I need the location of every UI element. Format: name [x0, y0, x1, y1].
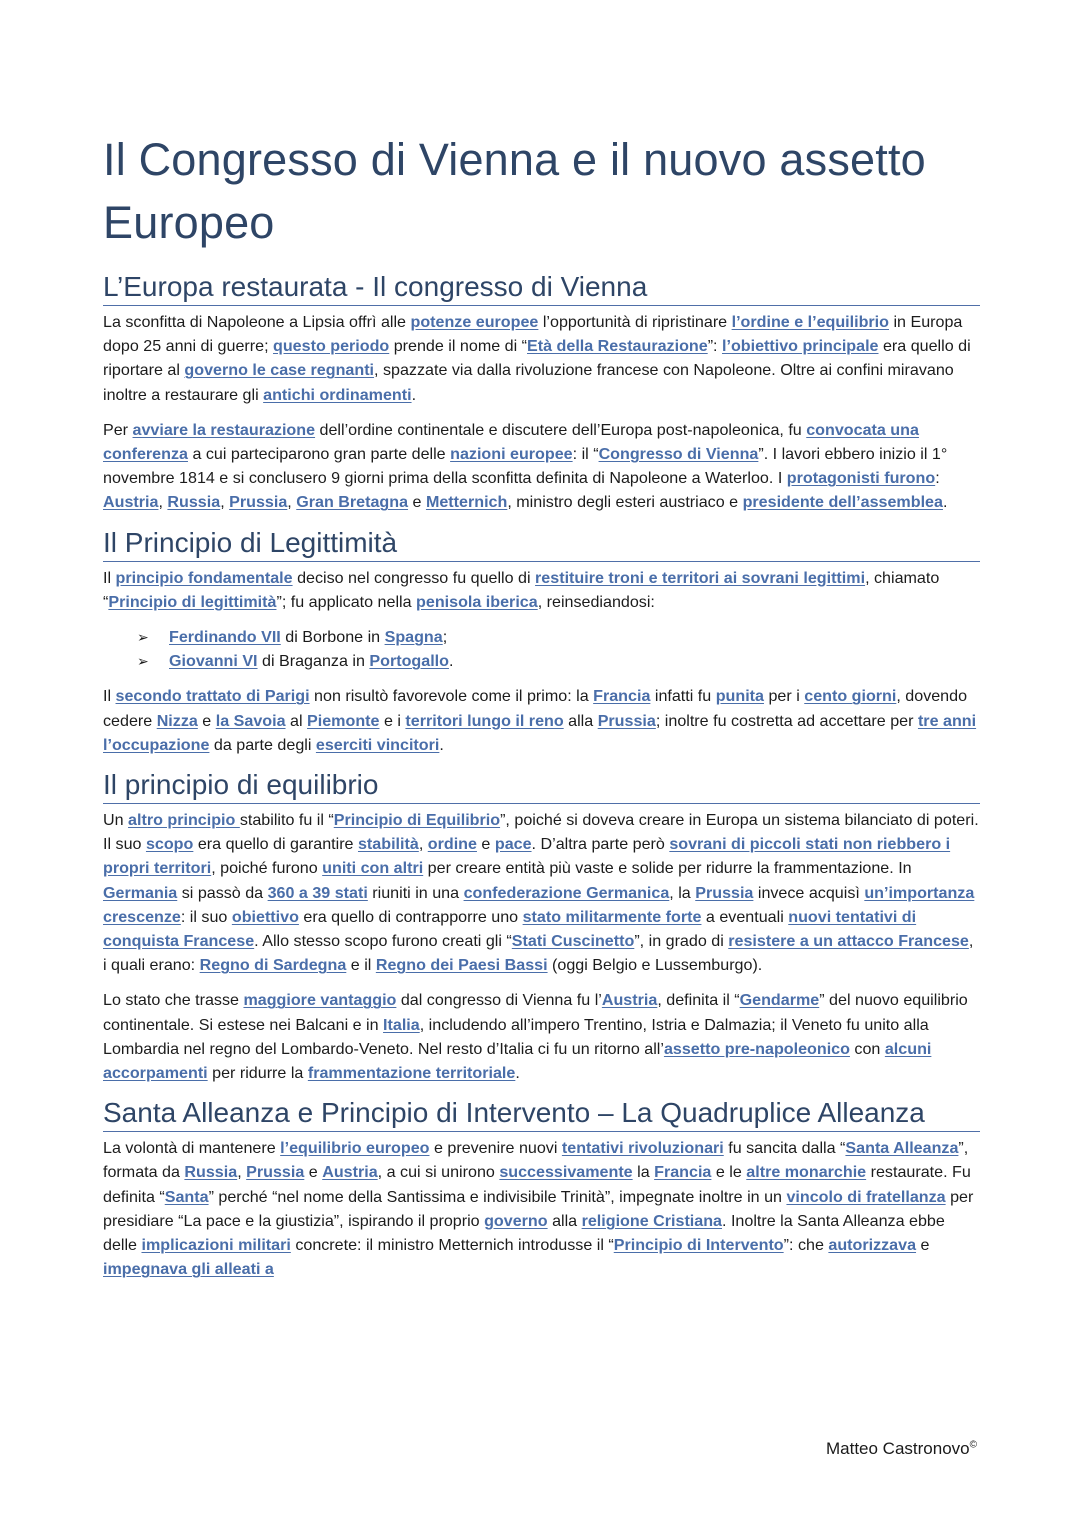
text-run: di Braganza in: [257, 652, 370, 671]
link-presidente-dell-assemblea[interactable]: presidente dell’assemblea: [742, 493, 943, 512]
link-potenze-europee[interactable]: potenze europee: [410, 313, 539, 331]
text-run: in Europa dopo 25 anni di guerre;: [103, 313, 963, 356]
link-tentativi-rivoluzionari[interactable]: tentativi rivoluzionari: [561, 1139, 724, 1158]
text-run: : il “: [572, 445, 599, 464]
paragraph: [103, 566, 980, 614]
link-portogallo[interactable]: Portogallo: [369, 652, 449, 671]
link-sovrani-di-piccoli-stati-non-riebbero-i-[interactable]: sovrani di piccoli stati non riebbero i propri territori: [103, 835, 951, 878]
text-run: era quello di contrapporre uno: [298, 907, 523, 926]
link-religione-cristiana[interactable]: religione Cristiana: [581, 1211, 723, 1230]
text-run: al: [285, 711, 308, 730]
link-spagna[interactable]: Spagna: [384, 628, 443, 647]
section-l-europa-restaurata-il-congresso-di-vien: [103, 270, 980, 515]
link-implicazioni-militari[interactable]: implicazioni militari: [141, 1236, 291, 1255]
text-run: riuniti in una: [367, 883, 464, 902]
text-run: ”. I lavori ebbero inizio il 1° novembre 1814 e si conclusero 9 giorni prima della sconfitta definita di Napoleone a Waterloo. I: [103, 445, 948, 488]
text-run: e: [197, 711, 216, 730]
link-nazioni-europee[interactable]: nazioni europee: [450, 445, 573, 464]
text-run: , la: [669, 883, 696, 902]
link-governo-le-case-regnanti[interactable]: governo le case regnanti: [184, 361, 375, 380]
link-frammentazione-territoriale[interactable]: frammentazione territoriale: [307, 1064, 516, 1083]
text-run: stabilito fu il “: [239, 811, 334, 830]
text-run: La sconfitta di Napoleone a Lipsia offrì alle: [103, 313, 411, 331]
link-vincolo-di-fratellanza[interactable]: vincolo di fratellanza: [786, 1187, 946, 1206]
link-secondo-trattato-di-parigi[interactable]: secondo trattato di Parigi: [115, 687, 310, 706]
text-run: da parte degli: [209, 735, 316, 754]
section-heading: Il Principio di Legittimità: [103, 526, 980, 562]
link-austria[interactable]: Austria: [601, 991, 658, 1010]
link-obiettivo[interactable]: obiettivo: [231, 907, 299, 926]
link-giovanni-vi[interactable]: Giovanni VI: [169, 652, 258, 671]
link-santa[interactable]: Santa: [164, 1187, 209, 1206]
link-principio-di-intervento[interactable]: Principio di Intervento: [613, 1236, 784, 1255]
text-run: .: [439, 735, 444, 754]
text-run: .: [515, 1064, 520, 1083]
text-run: Per: [103, 420, 133, 439]
link-gran-bretagna[interactable]: Gran Bretagna: [296, 493, 409, 512]
link-eta-della-restaurazione[interactable]: Età della Restaurazione: [527, 337, 708, 356]
link-congresso-di-vienna[interactable]: Congresso di Vienna: [598, 445, 759, 464]
text-run: . D’altra parte però: [531, 835, 670, 854]
text-run: ”, in grado di: [634, 932, 729, 951]
text-run: Il: [103, 568, 116, 587]
link-convocata-una-conferenza[interactable]: convocata una conferenza: [103, 420, 919, 464]
text-run: Lo stato che trasse: [103, 991, 244, 1010]
link-restituire-troni-e-territori-ai-sovrani-[interactable]: restituire troni e territori ai sovrani legittimi: [535, 568, 866, 587]
link-austria[interactable]: Austria: [322, 1163, 378, 1182]
document-body: [103, 270, 980, 1282]
text-run: , reinsediandosi:: [537, 592, 655, 611]
text-run: Un: [103, 811, 129, 830]
link-altre-monarchie[interactable]: altre monarchie: [746, 1163, 867, 1182]
link-stato-militarmente-forte[interactable]: stato militarmente forte: [522, 907, 702, 926]
link-successivamente[interactable]: successivamente: [499, 1163, 633, 1182]
link-piemonte[interactable]: Piemonte: [307, 711, 380, 730]
link-resistere-a-un-attacco-francese[interactable]: resistere a un attacco Francese: [728, 932, 969, 951]
text-run: era quello di riportare al: [103, 337, 971, 380]
link-alcuni-accorpamenti[interactable]: alcuni accorpamenti: [103, 1039, 932, 1083]
section-heading: Santa Alleanza e Principio di Intervento – La Quadruplice Alleanza: [103, 1096, 980, 1132]
link-assetto-pre-napoleonico[interactable]: assetto pre-napoleonico: [663, 1039, 850, 1058]
list-item: [137, 625, 980, 649]
text-run: fu sancita dalla “: [723, 1139, 846, 1158]
text-run: ”:: [707, 337, 722, 356]
text-run: deciso nel congresso fu quello di: [292, 568, 536, 587]
link-governo[interactable]: governo: [484, 1211, 548, 1230]
link-territori-lungo-il-reno[interactable]: territori lungo il reno: [405, 711, 564, 730]
link-italia[interactable]: Italia: [383, 1015, 420, 1034]
text-run: e prevenire nuovi: [429, 1139, 562, 1158]
text-run: ,: [237, 1163, 247, 1182]
text-run: alla: [547, 1211, 582, 1230]
arrow-bullet-icon: ➢: [137, 629, 149, 646]
text-run: ,: [220, 493, 230, 512]
text-run: l’opportunità di ripristinare: [538, 313, 732, 331]
link-stabilita[interactable]: stabilità: [357, 835, 419, 854]
text-run: , spazzate via dalla rivoluzione francese con Napoleone. Oltre ai confini miravano inoltre a restaurare gli: [103, 361, 954, 404]
text-run: e: [304, 1163, 323, 1182]
text-run: e: [916, 1236, 930, 1255]
section-heading: Il principio di equilibrio: [103, 768, 980, 804]
link-santa-alleanza[interactable]: Santa Alleanza: [845, 1139, 959, 1158]
text-run: .: [411, 385, 417, 404]
link-l-ordine-e-l-equilibrio[interactable]: l’ordine e l’equilibrio: [731, 313, 889, 331]
link-la-savoia[interactable]: la Savoia: [215, 711, 286, 730]
section-heading: L’Europa restaurata - Il congresso di Vienna: [103, 270, 980, 306]
link-tre-anni-l-occupazione[interactable]: tre anni l’occupazione: [103, 711, 977, 754]
page-title: Il Congresso di Vienna e il nuovo assetto Europeo: [103, 134, 926, 248]
text-run: ” del nuovo equilibrio continentale. Si estese nei Balcani e in: [103, 991, 968, 1034]
document-page: [103, 128, 980, 1293]
text-run: per ridurre la: [207, 1064, 308, 1083]
text-run: ;: [442, 628, 448, 647]
text-run: e il: [346, 956, 376, 975]
text-run: : il suo: [180, 907, 232, 926]
text-run: , poiché furono: [211, 859, 323, 878]
text-run: . Allo stesso scopo furono creati gli “: [254, 932, 512, 951]
link-russia[interactable]: Russia: [167, 493, 221, 512]
text-run: ”: che: [783, 1236, 829, 1255]
link-nuovi-tentativi-di-conquista-francese[interactable]: nuovi tentativi di conquista Francese: [103, 907, 917, 951]
text-run: , definita il “: [657, 991, 740, 1010]
text-run: con: [849, 1039, 885, 1058]
text-run: dell’ordine continentale e discutere dell’Europa post-napoleonica, fu: [315, 420, 807, 439]
section-il-principio-di-legittimita: [103, 526, 980, 757]
text-run: non risultò favorevole come il primo: la: [309, 687, 594, 706]
text-run: . Inoltre la Santa Alleanza ebbe delle: [103, 1211, 945, 1255]
link-ordine[interactable]: ordine: [427, 835, 477, 854]
text-run: a eventuali: [701, 907, 789, 926]
link-regno-dei-paesi-bassi[interactable]: Regno dei Paesi Bassi: [375, 956, 548, 975]
link-germania[interactable]: Germania: [103, 883, 178, 902]
section-il-principio-di-equilibrio: [103, 768, 980, 1085]
link-prussia[interactable]: Prussia: [246, 1163, 305, 1182]
text-run: :: [935, 469, 940, 488]
paragraph: [103, 988, 980, 1085]
link-punita[interactable]: punita: [715, 687, 764, 706]
link-prussia[interactable]: Prussia: [695, 883, 754, 902]
text-run: invece acquisì: [753, 883, 865, 902]
link-scopo[interactable]: scopo: [145, 835, 194, 854]
link-uniti-con-altri[interactable]: uniti con altri: [322, 859, 424, 878]
paragraph: [103, 310, 980, 407]
text-run: ”; fu applicato nella: [276, 592, 417, 611]
text-run: , ministro degli esteri austriaco e: [507, 493, 743, 512]
text-run: , includendo all’impero Trentino, Istria e Dalmazia; il Veneto fu unito alla Lombardia nel regno del Lombardo-Veneto. Nel resto d’Italia ci fu un ritorno all’: [103, 1015, 929, 1058]
text-run: la: [632, 1163, 655, 1182]
text-run: ,: [287, 493, 297, 512]
link-360-a-39-stati[interactable]: 360 a 39 stati: [267, 883, 368, 902]
link-regno-di-sardegna[interactable]: Regno di Sardegna: [199, 956, 347, 975]
text-run: e: [476, 835, 495, 854]
link-metternich[interactable]: Metternich: [425, 493, 508, 512]
text-run: restaurate. Fu definita “: [103, 1163, 971, 1206]
link-austria[interactable]: Austria: [103, 493, 159, 512]
text-run: ,: [418, 835, 428, 854]
bullet-list: [103, 625, 980, 673]
paragraph: [103, 808, 980, 977]
footer-author: Matteo Castronovo: [825, 1439, 970, 1458]
link-gendarme[interactable]: Gendarme: [739, 991, 820, 1010]
text-run: e i: [379, 711, 406, 730]
text-run: e: [408, 493, 426, 512]
link-ferdinando-vii[interactable]: Ferdinando VII: [169, 628, 281, 647]
text-run: concrete: il ministro Metternich introdusse il “: [290, 1236, 614, 1255]
text-run: ”, formata da: [103, 1139, 969, 1182]
link-pace[interactable]: pace: [494, 835, 532, 854]
section-santa-alleanza-e-principio-di-intervento: [103, 1096, 980, 1281]
link-questo-periodo[interactable]: questo periodo: [273, 337, 390, 356]
text-run: a cui parteciparono gran parte delle: [187, 445, 451, 464]
link-antichi-ordinamenti[interactable]: antichi ordinamenti: [263, 385, 412, 404]
text-run: e le: [711, 1163, 747, 1182]
text-run: era quello di garantire: [193, 835, 358, 854]
link-prussia[interactable]: Prussia: [597, 711, 656, 730]
text-run: La volontà di mantenere: [103, 1139, 281, 1158]
paragraph: [103, 418, 980, 515]
text-run: , chiamato “: [103, 568, 940, 611]
link-un-importanza-crescenze[interactable]: un’importanza crescenze: [103, 883, 975, 926]
list-item: [137, 649, 980, 673]
text-run: Il: [103, 687, 116, 706]
link-penisola-iberica[interactable]: penisola iberica: [416, 592, 538, 611]
link-l-obiettivo-principale[interactable]: l’obiettivo principale: [722, 337, 879, 356]
text-run: per i: [763, 687, 805, 706]
text-run: (oggi Belgio e Lussemburgo).: [547, 956, 763, 975]
text-run: alla: [563, 711, 598, 730]
text-run: prende il nome di “: [389, 337, 528, 356]
footer-signature: [826, 1439, 977, 1459]
text-run: ; inoltre fu costretta ad accettare per: [655, 711, 918, 730]
link-prussia[interactable]: Prussia: [229, 493, 288, 512]
link-confederazione-germanica[interactable]: confederazione Germanica: [463, 883, 670, 902]
text-run: per presidiare “La pace e la giustizia”, ispirando il proprio: [103, 1187, 974, 1230]
text-run: di Borbone in: [280, 628, 385, 647]
link-francia[interactable]: Francia: [593, 687, 651, 706]
link-principio-di-equilibrio[interactable]: Principio di Equilibrio: [333, 811, 501, 830]
text-run: infatti fu: [650, 687, 716, 706]
link-eserciti-vincitori[interactable]: eserciti vincitori: [315, 735, 440, 754]
link-avviare-la-restaurazione[interactable]: avviare la restaurazione: [132, 420, 316, 439]
text-run: .: [942, 493, 948, 512]
text-run: .: [448, 652, 454, 671]
link-russia[interactable]: Russia: [184, 1163, 238, 1182]
link-principio-di-legittimita[interactable]: Principio di legittimità: [108, 592, 277, 611]
link-nizza[interactable]: Nizza: [156, 711, 198, 730]
text-run: dal congresso di Vienna fu l’: [396, 991, 602, 1010]
text-run: si passò da: [177, 883, 268, 902]
text-run: ”, poiché si doveva creare in Europa un sistema bilanciato di poteri. Il suo: [103, 811, 979, 854]
link-l-equilibrio-europeo[interactable]: l’equilibrio europeo: [280, 1139, 430, 1158]
paragraph: [103, 1136, 980, 1281]
link-principio-fondamentale[interactable]: principio fondamentale: [115, 568, 293, 587]
text-run: per creare entità più vaste e solide per ridurre la frammentazione. In: [423, 859, 912, 878]
text-run: ,: [158, 493, 168, 512]
paragraph: [103, 684, 980, 757]
link-autorizzava[interactable]: autorizzava: [828, 1236, 917, 1255]
text-run: , i quali erano:: [103, 932, 974, 975]
link-altro-principio[interactable]: altro principio: [128, 811, 240, 830]
text-run: , a cui si unirono: [377, 1163, 500, 1182]
link-impegnava-gli-alleati-a[interactable]: impegnava gli alleati a: [103, 1260, 274, 1279]
link-maggiore-vantaggio[interactable]: maggiore vantaggio: [243, 991, 397, 1010]
link-protagonisti-furono[interactable]: protagonisti furono: [786, 469, 936, 488]
text-run: ” perché “nel nome della Santissima e indivisibile Trinità”, impegnate inoltre in un: [208, 1187, 787, 1206]
arrow-bullet-icon: ➢: [137, 653, 149, 670]
link-stati-cuscinetto[interactable]: Stati Cuscinetto: [511, 932, 635, 951]
copyright-mark: ©: [969, 1439, 977, 1451]
link-francia[interactable]: Francia: [654, 1163, 712, 1182]
link-cento-giorni[interactable]: cento giorni: [804, 687, 897, 706]
text-run: , dovendo cedere: [103, 687, 968, 730]
